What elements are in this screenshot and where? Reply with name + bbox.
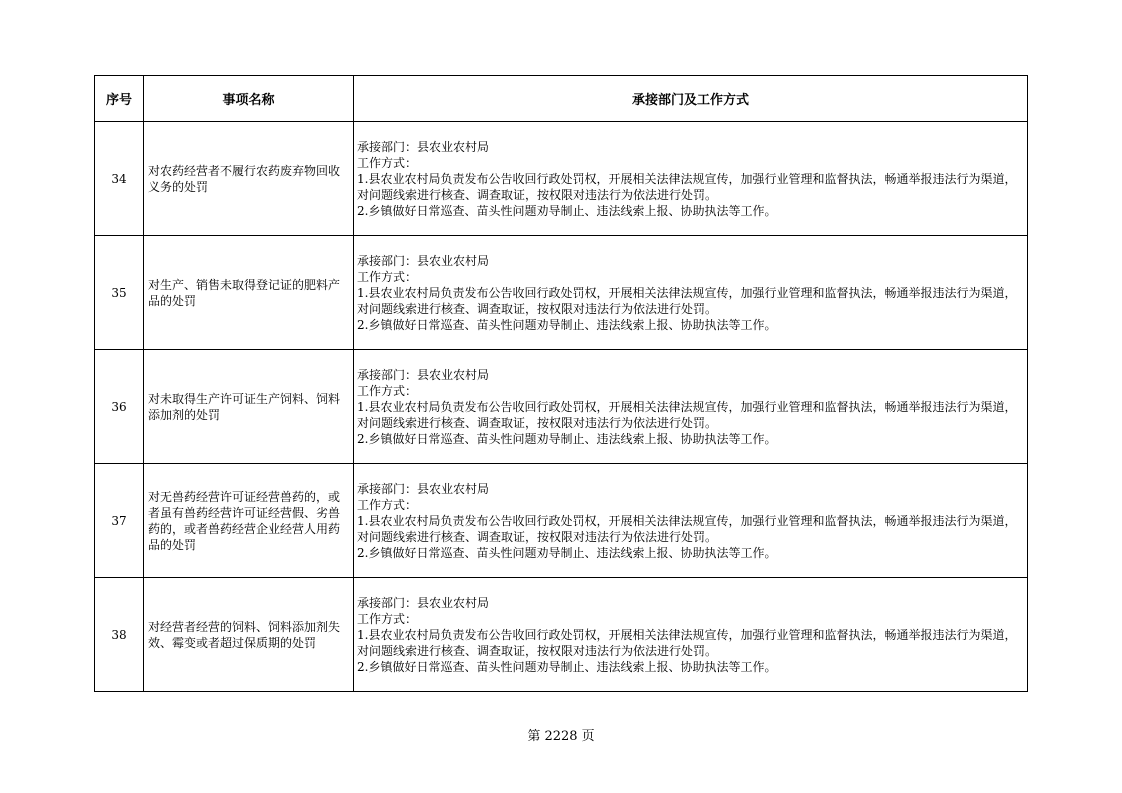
department-detail: [354, 122, 1028, 236]
detail-method-heading: 工作方式：: [357, 155, 418, 170]
detail-method-item-2: 2.乡镇做好日常巡查、苗头性问题劝导制止、违法线索上报、协助执法等工作。: [357, 431, 777, 446]
detail-method-item-1: 1.县农业农村局负责发布公告收回行政处罚权，开展相关法律法规宣传，加强行业管理和监督执法，畅通举报违法行为渠道，对问题线索进行核查、调查取证，按权限对违法行为依法进行处罚。: [357, 627, 1017, 658]
detail-method-item-1: 1.县农业农村局负责发布公告收回行政处罚权，开展相关法律法规宣传，加强行业管理和监督执法，畅通举报违法行为渠道，对问题线索进行核查、调查取证，按权限对违法行为依法进行处罚。: [357, 399, 1017, 430]
table-row: [95, 350, 1028, 464]
detail-department-line: 承接部门：县农业农村局: [357, 595, 490, 610]
detail-method-item-1: 1.县农业农村局负责发布公告收回行政处罚权，开展相关法律法规宣传，加强行业管理和监督执法，畅通举报违法行为渠道，对问题线索进行核查、调查取证，按权限对违法行为依法进行处罚。: [357, 513, 1017, 544]
item-name: 对生产、销售未取得登记证的肥料产品的处罚: [144, 236, 354, 350]
item-name: 对农药经营者不履行农药废弃物回收义务的处罚: [144, 122, 354, 236]
header-item-name: 事项名称: [144, 76, 354, 122]
row-number: 36: [95, 350, 144, 464]
row-number: 35: [95, 236, 144, 350]
item-name: 对经营者经营的饲料、饲料添加剂失效、霉变或者超过保质期的处罚: [144, 578, 354, 692]
detail-method-item-2: 2.乡镇做好日常巡查、苗头性问题劝导制止、违法线索上报、协助执法等工作。: [357, 203, 777, 218]
table-row: [95, 122, 1028, 236]
department-detail: [354, 464, 1028, 578]
header-department-and-method: 承接部门及工作方式: [354, 76, 1028, 122]
table-row: [95, 236, 1028, 350]
detail-method-heading: 工作方式：: [357, 269, 418, 284]
detail-method-heading: 工作方式：: [357, 497, 418, 512]
items-table: [94, 75, 1028, 692]
header-serial-number: 序号: [95, 76, 144, 122]
item-name: 对未取得生产许可证生产饲料、饲料添加剂的处罚: [144, 350, 354, 464]
detail-department-line: 承接部门：县农业农村局: [357, 253, 490, 268]
row-number: 38: [95, 578, 144, 692]
row-number: 37: [95, 464, 144, 578]
detail-department-line: 承接部门：县农业农村局: [357, 367, 490, 382]
detail-department-line: 承接部门：县农业农村局: [357, 139, 490, 154]
table-header-row: [95, 76, 1028, 122]
detail-method-item-2: 2.乡镇做好日常巡查、苗头性问题劝导制止、违法线索上报、协助执法等工作。: [357, 545, 777, 560]
detail-method-item-2: 2.乡镇做好日常巡查、苗头性问题劝导制止、违法线索上报、协助执法等工作。: [357, 317, 777, 332]
detail-department-line: 承接部门：县农业农村局: [357, 481, 490, 496]
table-row: [95, 464, 1028, 578]
page-number: 第 2228 页: [527, 729, 595, 744]
department-detail: [354, 236, 1028, 350]
table-row: [95, 578, 1028, 692]
item-name: 对无兽药经营许可证经营兽药的，或者虽有兽药经营许可证经营假、劣兽药的，或者兽药经营企业经营人用药品的处罚: [144, 464, 354, 578]
detail-method-item-1: 1.县农业农村局负责发布公告收回行政处罚权，开展相关法律法规宣传，加强行业管理和监督执法，畅通举报违法行为渠道，对问题线索进行核查、调查取证，按权限对违法行为依法进行处罚。: [357, 285, 1017, 316]
detail-method-item-1: 1.县农业农村局负责发布公告收回行政处罚权，开展相关法律法规宣传，加强行业管理和监督执法，畅通举报违法行为渠道，对问题线索进行核查、调查取证，按权限对违法行为依法进行处罚。: [357, 171, 1017, 202]
detail-method-item-2: 2.乡镇做好日常巡查、苗头性问题劝导制止、违法线索上报、协助执法等工作。: [357, 659, 777, 674]
department-detail: [354, 350, 1028, 464]
department-detail: [354, 578, 1028, 692]
detail-method-heading: 工作方式：: [357, 611, 418, 626]
document-table-container: [94, 75, 1027, 692]
row-number: 34: [95, 122, 144, 236]
detail-method-heading: 工作方式：: [357, 383, 418, 398]
